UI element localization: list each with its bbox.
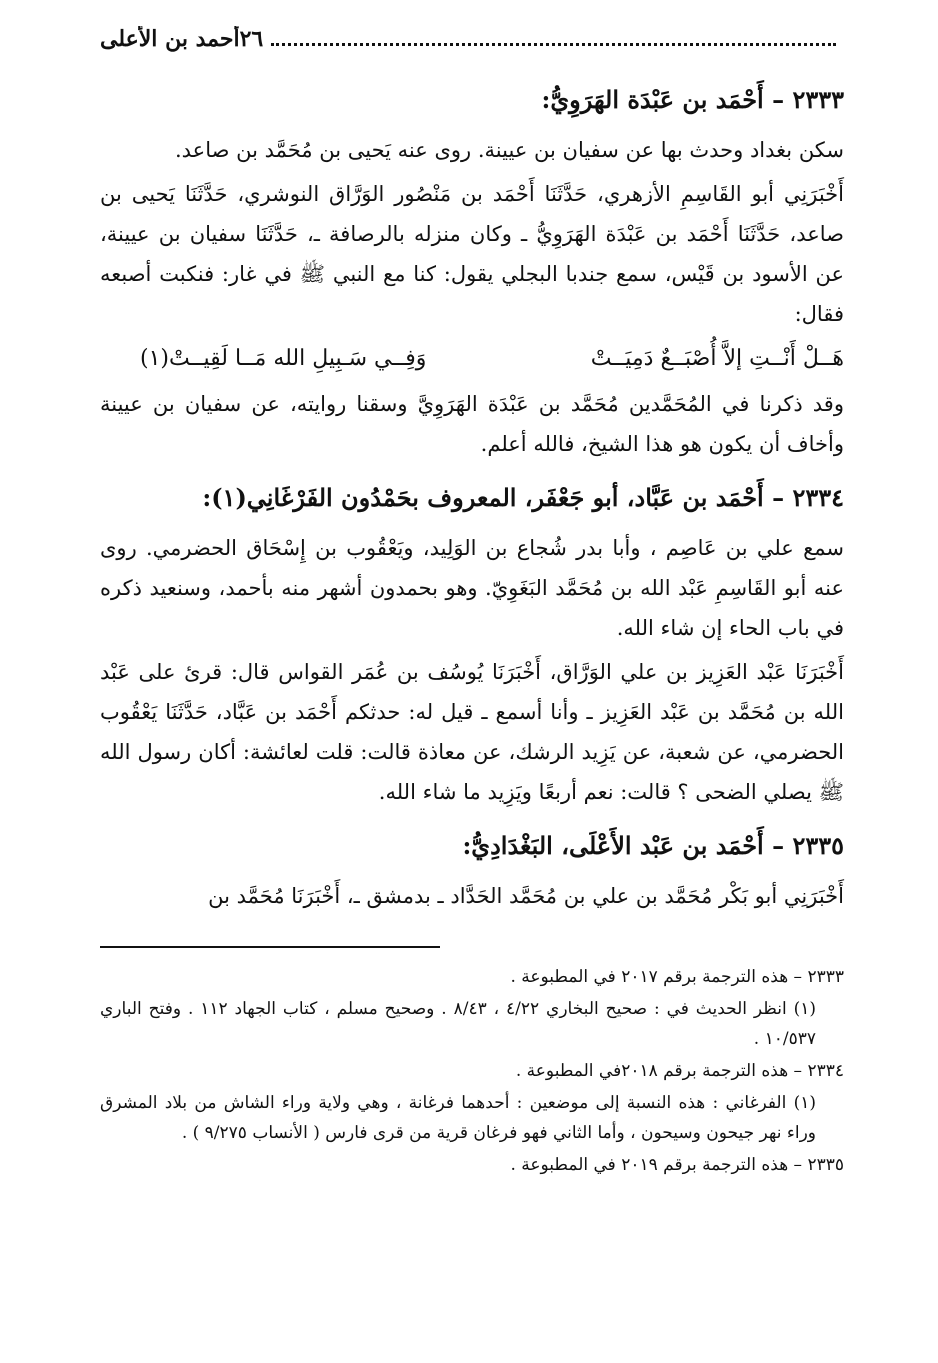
footnote: ٢٣٣٣ – هذه الترجمة برقم ٢٠١٧ في المطبوعة . xyxy=(510,967,844,987)
header-dotted-leader xyxy=(271,43,836,46)
entry-title: ٢٣٣٣ – أَحْمَد بن عَبْدَة الهَرَوِيُّ: xyxy=(541,85,844,114)
entry-2334 xyxy=(100,478,844,812)
footnote: (١) انظر الحديث في : صحيح البخاري ٤/٢٢ ، ٨/٤٣ . وصحيح مسلم ، كتاب الجهاد ١١٢ . وفتح الباري ١٠/٥٣٧ . xyxy=(100,999,817,1049)
footnote: ٢٣٣٥ – هذه الترجمة برقم ٢٠١٩ في المطبوعة . xyxy=(510,1155,844,1175)
footnotes xyxy=(100,962,844,1180)
entry-title: ٢٣٣٤ – أَحْمَد بن عَبَّاد، أبو جَعْفَر، المعروف بحَمْدُون الفَرْغَانِي(١): xyxy=(202,483,844,512)
book-page xyxy=(100,26,844,1182)
entry-paragraph: أَخْبَرَنَا عَبْد العَزِيز بن علي الوَرَّاق، أَخْبَرَنَا يُوسُف بن عُمَر القواس قال: قرئ على عَبْد الله بن مُحَمَّد بن عَبْد العَزِيز ـ وأنا أسمع ـ قيل له: حدثكم أَحْمَد بن عَبَّاد، حَدَّثَنَا يَعْقُوب الحضرمي، عن شعبة، عن يَزِيد الرشك، عن معاذة قالت: قلت لعائشة: أكان رسول الله ﷺ يصلي الضحى ؟ قالت: نعم أربعًا ويَزِيد ما شاء الله. xyxy=(100,660,844,804)
verse-first-hemistich: هَــلْ أَنْــتِ إلاَّ أُصْبَــعٌ دَمِيَــتْ xyxy=(590,346,844,371)
page-header xyxy=(100,26,844,66)
entry-paragraph: وقد ذكرنا في المُحَمَّدين مُحَمَّد بن عَبْدَة الهَرَوِيَّ وسقنا روايته، عن سفيان بن عيينة وأخاف أن يكون هو هذا الشيخ، فالله أعلم. xyxy=(100,392,844,456)
footnote: (١) الفرغاني : هذه النسبة إلى موضعين : أحدهما فرغانة ، وهي ولاية وراء الشاش من بلاد المشرق وراء نهر جيحون وسيحون ، وأما الثاني فهو فرغان قرية من قرى فارس ( الأنساب ٩/٢٧٥ ) . xyxy=(100,1093,816,1143)
running-title: أحمد بن الأعلى xyxy=(100,26,240,52)
entry-title: ٢٣٣٥ – أَحْمَد بن عَبْد الأَعْلَى، البَغْدَادِيُّ: xyxy=(462,831,844,860)
entry-paragraph: أَخْبَرَنِي أبو القَاسِمِ الأزهري، حَدَّثَنَا أَحْمَد بن مَنْصُور الوَرَّاق النوشري، حَدَّثَنَا يَحيى بن صاعد، حَدَّثَنَا أَحْمَد بن عَبْدَة الهَرَوِيُّ ـ وكان منزله بالرصافة ـ، حَدَّثَنَا سفيان بن عيينة، عن الأسود بن قَيْس، سمع جندبا البجلي يقول: كنا مع النبي ﷺ في غار: فنكبت أصبعه فقال: xyxy=(100,182,844,326)
entry-paragraph: أَخْبَرَنِي أبو بَكْر مُحَمَّد بن علي بن مُحَمَّد الحَدَّاد ـ بدمشق ـ، أَخْبَرَنَا مُحَمَّد بن xyxy=(208,884,844,908)
entry-paragraph: سكن بغداد وحدث بها عن سفيان بن عيينة. روى عنه يَحيى بن مُحَمَّد بن صاعد. xyxy=(174,138,844,162)
verse-second-hemistich: وَفِــي سَـبِيلِ الله مَــا لَقِيــتْ(١) xyxy=(140,346,427,371)
entry-2333 xyxy=(100,80,844,464)
entry-2335 xyxy=(100,826,844,916)
footnote-separator xyxy=(100,946,440,948)
footnote: ٢٣٣٤ – هذه الترجمة برقم ٢٠١٨في المطبوعة . xyxy=(515,1061,844,1081)
page-number: ٢٦ xyxy=(239,26,264,52)
entry-paragraph: سمع علي بن عَاصِم ، وأبا بدر شُجاع بن الوَلِيد، ويَعْقُوب بن إِسْحَاق الحضرمي. روى عنه أبو القَاسِمِ عَبْد الله بن مُحَمَّد البَغَوِيّ. وهو بحمدون أشهر منه بأحمد، وسنعيد ذكره في باب الحاء إن شاء الله. xyxy=(100,536,844,640)
poetry-verse xyxy=(100,338,844,380)
